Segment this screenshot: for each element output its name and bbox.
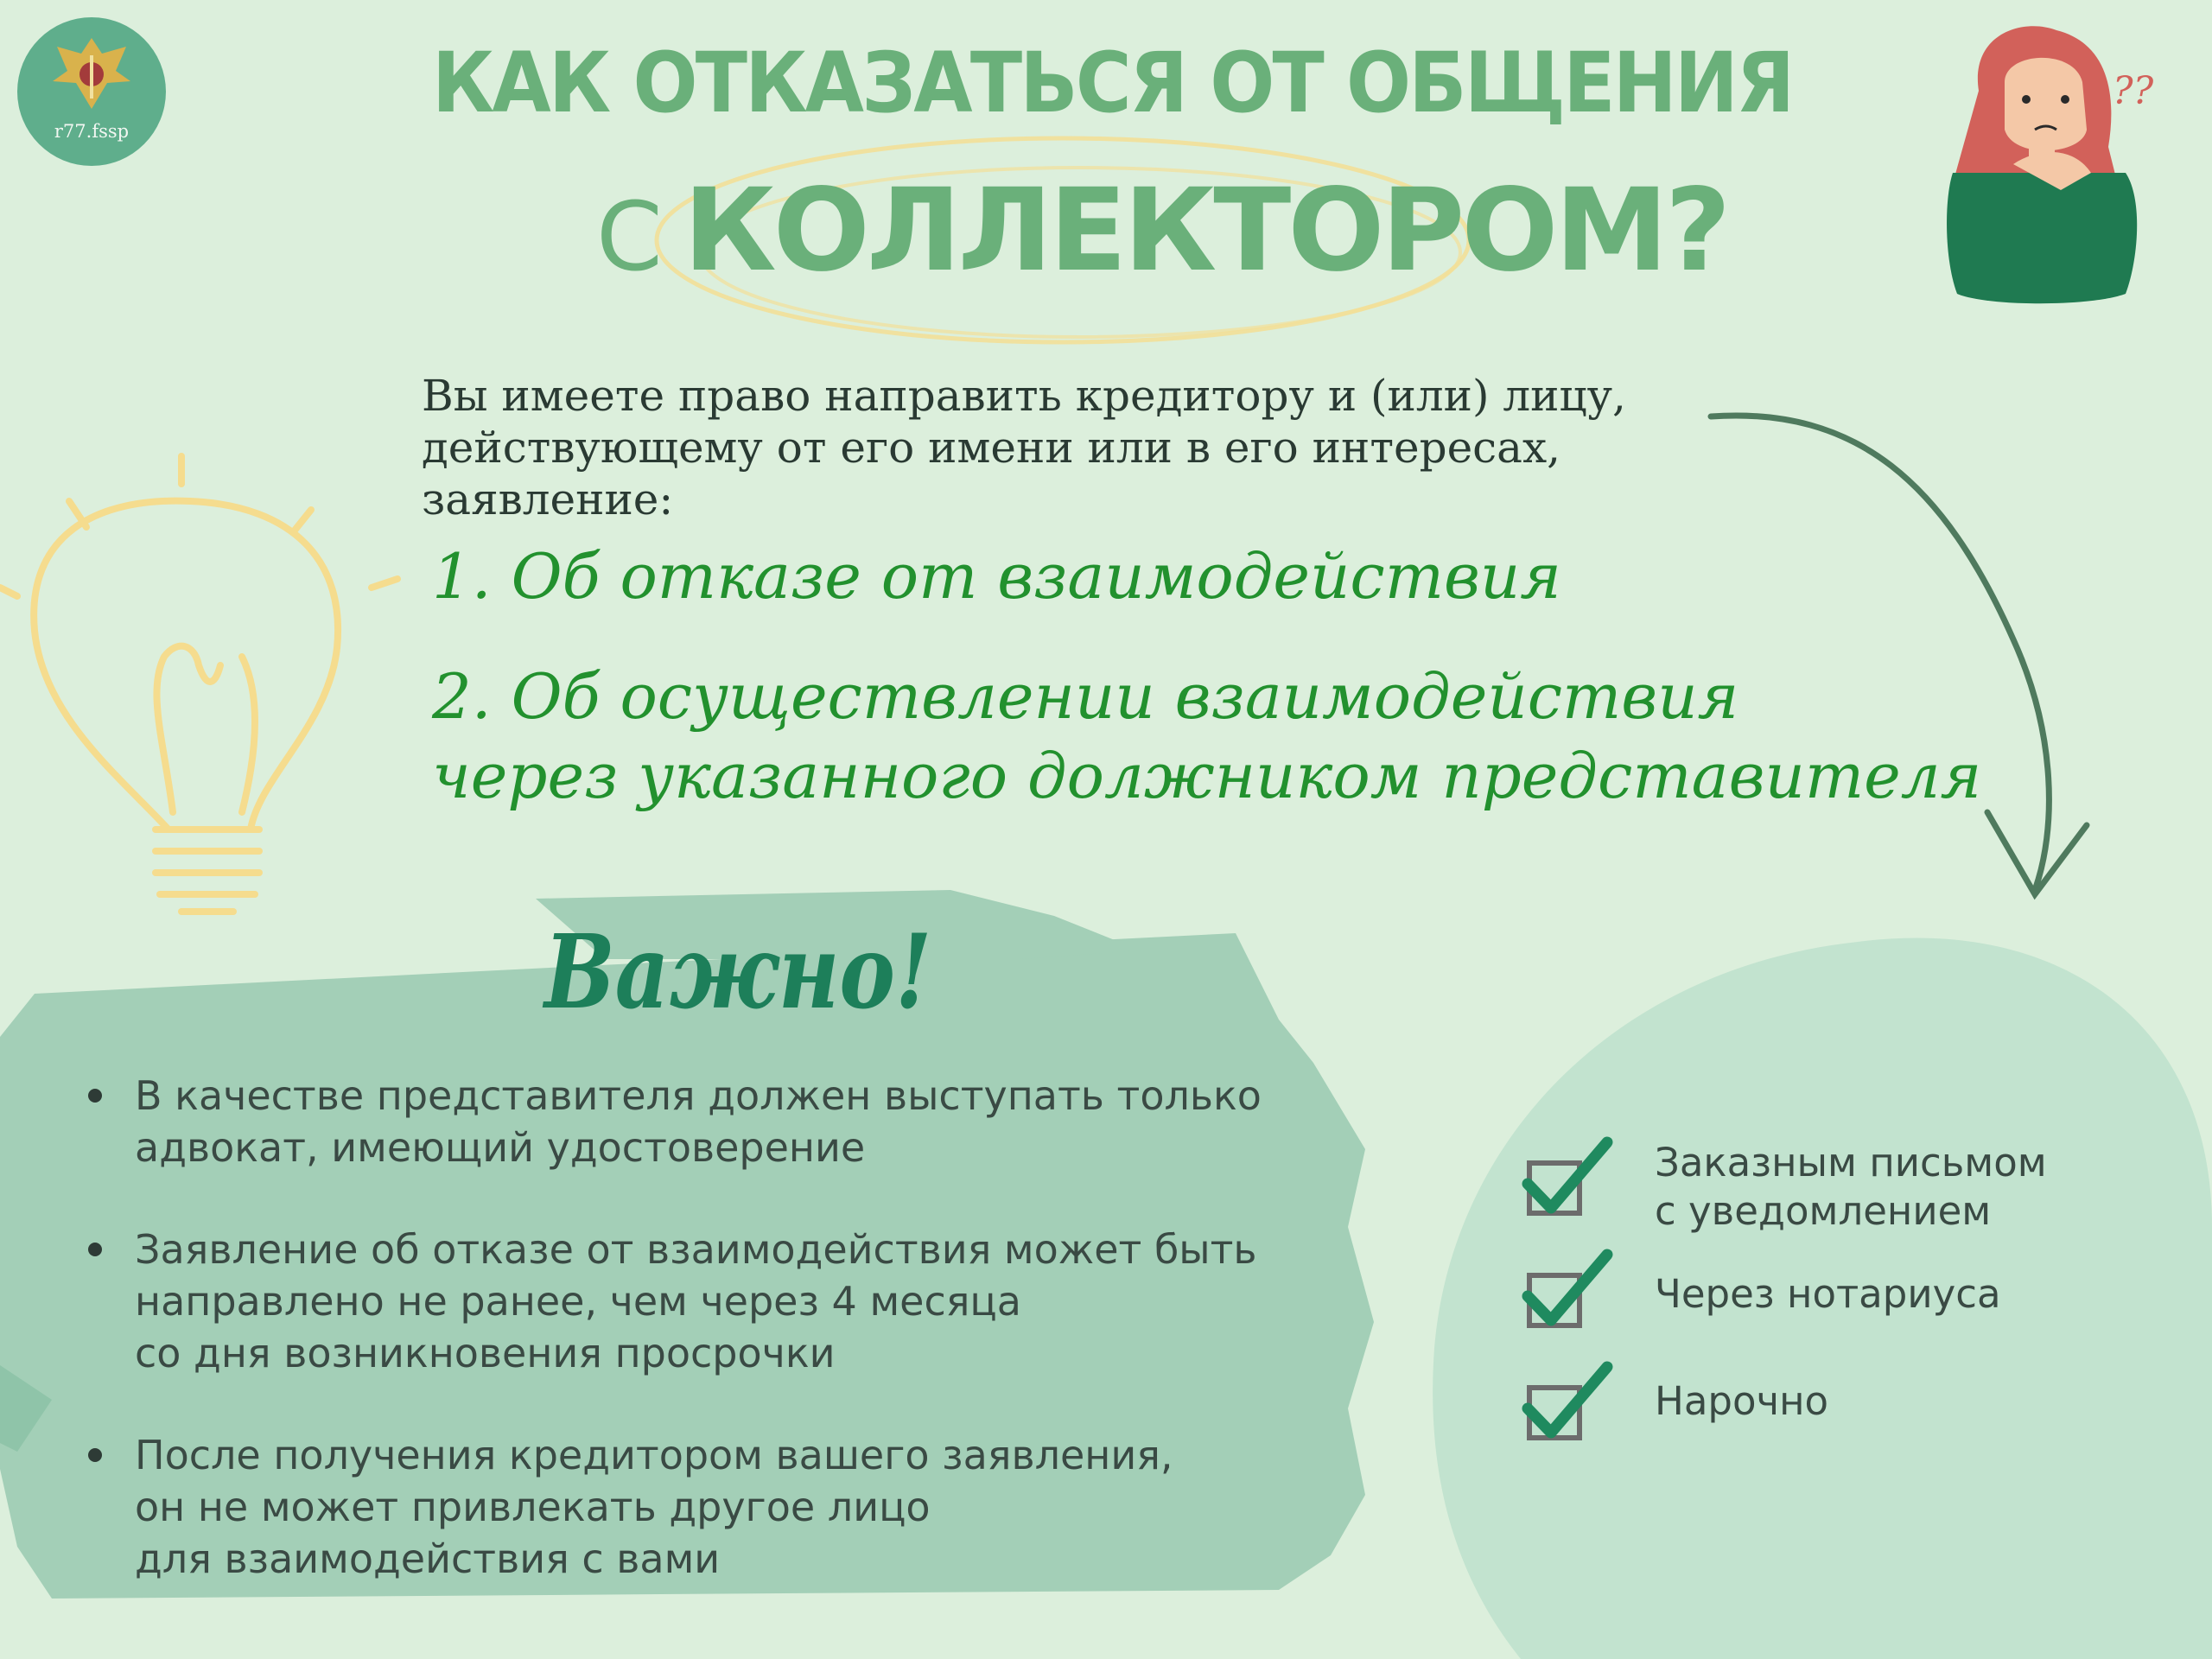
method-item-registered-mail: [1521, 1132, 2143, 1234]
list-item-text: Заявление об отказе от взаимодействия может быть направлено не ранее, чем через 4 месяца со дня возникновения просрочки: [135, 1226, 1257, 1376]
intro-line: Вы имеете право направить кредитору и (или) лицу,: [422, 371, 1626, 421]
option-representative: [432, 657, 1981, 816]
fssp-logo: [17, 17, 166, 166]
curved-arrow-icon: [1711, 416, 2087, 894]
important-list: [83, 1070, 1362, 1635]
logo-text: r77.fssp: [54, 121, 130, 142]
method-label: Нарочно: [1655, 1378, 1829, 1424]
page-title-main: КОЛЛЕКТОРОМ?: [683, 164, 1728, 297]
checkbox-check-icon: [1521, 1357, 1616, 1452]
lightbulb-icon: [0, 456, 397, 912]
page-title-prefix: С: [596, 181, 663, 292]
bullet-dot-icon: [88, 1448, 102, 1462]
eagle-emblem-icon: [48, 29, 135, 116]
list-item: [83, 1070, 1362, 1173]
list-item-text: После получения кредитором вашего заявления, он не может привлекать другое лицо для взаимодействия с вами: [135, 1432, 1173, 1582]
thinking-woman-illustration: [1947, 26, 2137, 303]
bullet-dot-icon: [88, 1243, 102, 1256]
important-heading: Важно!: [544, 912, 932, 1032]
intro-line: заявление:: [422, 474, 674, 524]
page-title-line2: [596, 164, 1728, 297]
question-marks: ??: [2113, 69, 2154, 113]
intro-line: действующему от его имени или в его интересах,: [422, 423, 1561, 473]
list-item: [83, 1429, 1362, 1585]
list-item: [83, 1224, 1362, 1379]
method-item-notary: [1521, 1244, 2143, 1339]
page-title-line1: КАК ОТКАЗАТЬСЯ ОТ ОБЩЕНИЯ: [432, 35, 1793, 131]
bullet-dot-icon: [88, 1089, 102, 1103]
intro-text: [422, 370, 1718, 525]
method-label: Через нотариуса: [1655, 1271, 2001, 1317]
option-representative-line2: через указанного должником представителя: [432, 740, 1982, 812]
option-refusal: 1. Об отказе от взаимодействия: [432, 540, 1561, 613]
checkbox-check-icon: [1521, 1244, 1616, 1339]
checkbox-check-icon: [1521, 1132, 1616, 1227]
option-representative-line1: 2. Об осуществлении взаимодействия: [432, 660, 1739, 733]
method-label: Заказным письмом с уведомлением: [1655, 1140, 2047, 1234]
method-item-courier: [1521, 1357, 2143, 1452]
list-item-text: В качестве представителя должен выступать только адвокат, имеющий удостоверение: [135, 1072, 1262, 1171]
